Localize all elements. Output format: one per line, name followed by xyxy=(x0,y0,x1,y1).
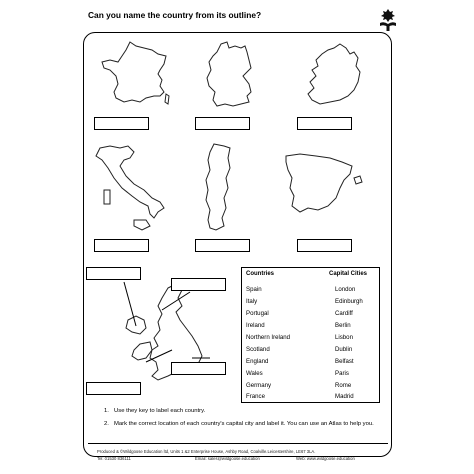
instruction-number: 1. xyxy=(104,408,109,414)
key-country: Northern Ireland xyxy=(246,334,291,341)
key-capital: Lisbon xyxy=(335,334,353,341)
answer-box-spain[interactable] xyxy=(297,239,352,252)
hand-book-logo-icon xyxy=(375,6,401,32)
answer-box-scotland[interactable] xyxy=(171,278,226,291)
answer-box-england[interactable] xyxy=(171,362,226,375)
answer-box-france[interactable] xyxy=(94,117,149,130)
key-country: Germany xyxy=(246,382,272,389)
footer-address: Produced & ©Wildgoose Education ltd, Units 1 &2 Enterprise House, Ashby Road, Coalville.Leicestershire, LE67 3LA. xyxy=(97,449,316,454)
key-capital: Rome xyxy=(335,382,352,389)
answer-box-wales[interactable] xyxy=(86,382,141,395)
footer-web: Web: www.wildgoose.education xyxy=(296,456,355,461)
key-country: Portugal xyxy=(246,310,269,317)
country-outline-ireland-icon xyxy=(300,40,370,110)
key-country: England xyxy=(246,358,269,365)
answer-box-ireland[interactable] xyxy=(297,117,352,130)
country-outline-spain-icon xyxy=(280,148,368,220)
key-capital: Madrid xyxy=(335,393,354,400)
key-capital: Berlin xyxy=(335,322,351,329)
key-country: Spain xyxy=(246,286,262,293)
instruction-text: Mark the correct location of each country's capital city and label it. You can use an Atlas to help you. xyxy=(114,421,374,427)
key-capital: Edinburgh xyxy=(335,298,363,305)
country-outline-france-icon xyxy=(100,40,172,108)
key-table xyxy=(241,267,380,403)
key-country: France xyxy=(246,393,265,400)
key-country: Scotland xyxy=(246,346,270,353)
key-country: Italy xyxy=(246,298,258,305)
country-outline-portugal-icon xyxy=(200,140,238,236)
key-header-countries: Countries xyxy=(246,271,275,277)
footer-divider xyxy=(88,443,388,444)
footer-tel: Tel: 01530 836111 xyxy=(97,456,131,461)
key-capital: Dublin xyxy=(335,346,353,353)
instruction-text: Use they key to label each country. xyxy=(114,408,206,414)
key-header-capitals: Capital Cities xyxy=(329,271,368,277)
instruction-number: 2. xyxy=(104,421,109,427)
answer-box-portugal[interactable] xyxy=(195,239,250,252)
country-outline-italy-icon xyxy=(90,142,172,234)
answer-box-northern-ireland[interactable] xyxy=(86,267,141,280)
country-outline-germany-icon xyxy=(203,40,257,110)
key-capital: Paris xyxy=(335,370,349,377)
answer-box-italy[interactable] xyxy=(94,239,149,252)
answer-box-germany[interactable] xyxy=(195,117,250,130)
key-country: Ireland xyxy=(246,322,265,329)
key-country: Wales xyxy=(246,370,263,377)
page-title: Can you name the country from its outline? xyxy=(88,10,262,20)
footer-email: Email: sales@wildgoose.education xyxy=(195,456,260,461)
key-capital: Belfast xyxy=(335,358,354,365)
key-capital: Cardiff xyxy=(335,310,353,317)
key-capital: London xyxy=(335,286,356,293)
